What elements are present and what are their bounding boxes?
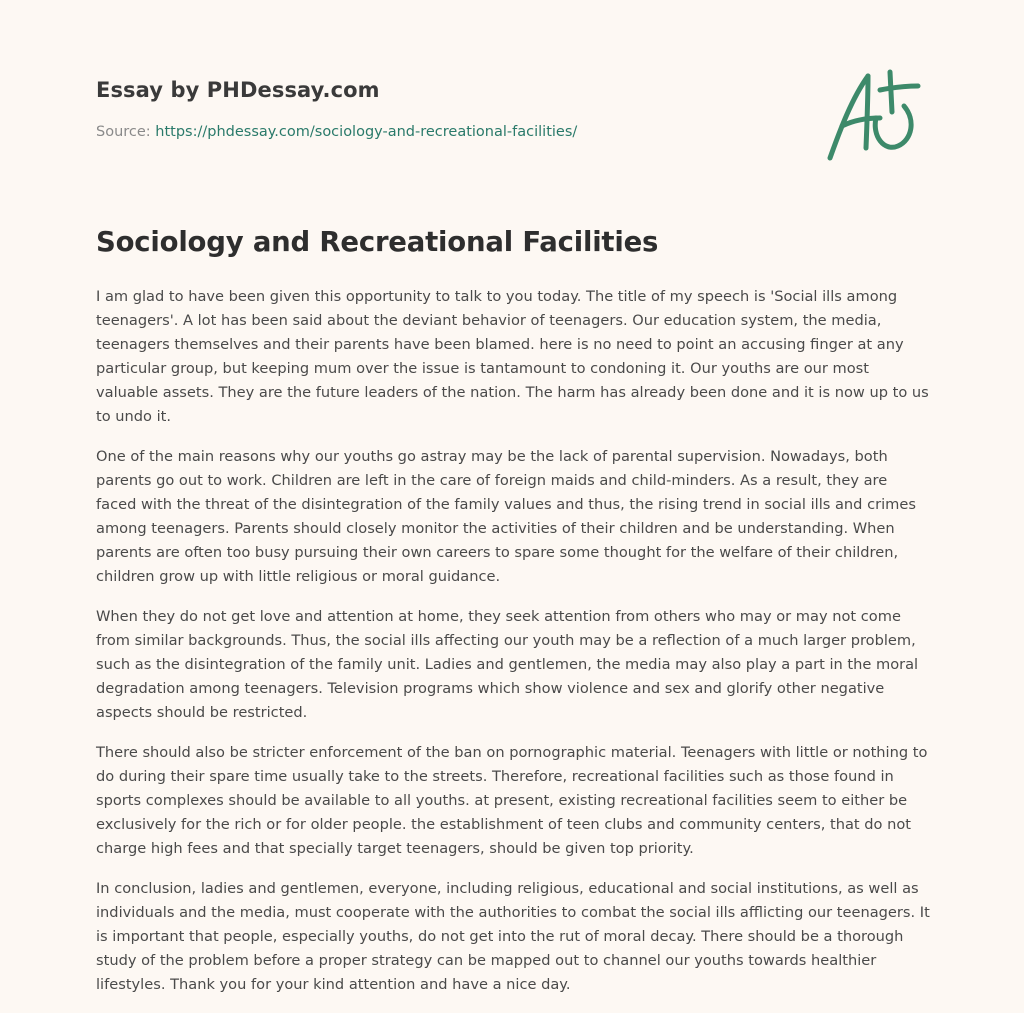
site-name: Essay by PHDessay.com (96, 78, 380, 102)
essay-paragraph: In conclusion, ladies and gentlemen, everyone, including religious, educational and social institutions, as well as individuals and the media, must cooperate with the authorities to combat the social ills afflicting our teenagers. It is important that people, especially youths, do not get into the rut of moral decay. There should be a thorough study of the problem before a proper strategy can be mapped out to channel our youths towards healthier lifestyles. Thank you for your kind attention and have a nice day. (96, 880, 930, 993)
essay-paragraph: There should also be stricter enforcement of the ban on pornographic material. Teenagers with little or nothing to do during their spare time usually take to the streets. Therefore, recreational facilities such as those found in sports complexes should be available to all youths. at present, existing recreational facilities seem to either be exclusively for the rich or for older people. the establishment of teen clubs and community centers, that do not charge high fees and that specially target teenagers, should be given top priority. (96, 744, 928, 857)
essay-paragraph: One of the main reasons why our youths go astray may be the lack of parental supervision. Nowadays, both parents go out to work. Children are left in the care of foreign maids and child-minders. As a result, they are faced with the threat of the disintegration of the family values and thus, the rising trend in social ills and crimes among teenagers. Parents should closely monitor the activities of their children and be understanding. When parents are often too busy pursuing their own careers to spare some thought for the welfare of their children, children grow up with little religious or moral guidance. (96, 448, 916, 585)
essay-title: Sociology and Recreational Facilities (96, 226, 659, 258)
essay-paragraph: I am glad to have been given this opportunity to talk to you today. The title of my speech is 'Social ills among teenagers'. A lot has been said about the deviant behavior of teenagers. Our education system, the media, teenagers themselves and their parents have been blamed. here is no need to point an accusing finger at any particular group, but keeping mum over the issue is tantamount to condoning it. Our youths are our most valuable assets. They are the future leaders of the nation. The harm has already been done and it is now up to us to undo it. (96, 288, 929, 425)
essay-paragraph: When they do not get love and attention at home, they seek attention from others who may or may not come from similar backgrounds. Thus, the social ills affecting our youth may be a reflection of a much larger problem, such as the disintegration of the family unit. Ladies and gentlemen, the media may also play a part in the moral degradation among teenagers. Television programs which show violence and sex and glorify other negative aspects should be restricted. (96, 608, 919, 721)
a-plus-grade-icon (824, 68, 924, 164)
essay-body (96, 285, 932, 1013)
essay-page (96, 0, 932, 993)
page-header (96, 0, 932, 200)
source-label: Source: (96, 124, 156, 140)
source-line (96, 124, 577, 140)
source-link[interactable]: https://phdessay.com/sociology-and-recreational-facilities/ (155, 124, 578, 140)
